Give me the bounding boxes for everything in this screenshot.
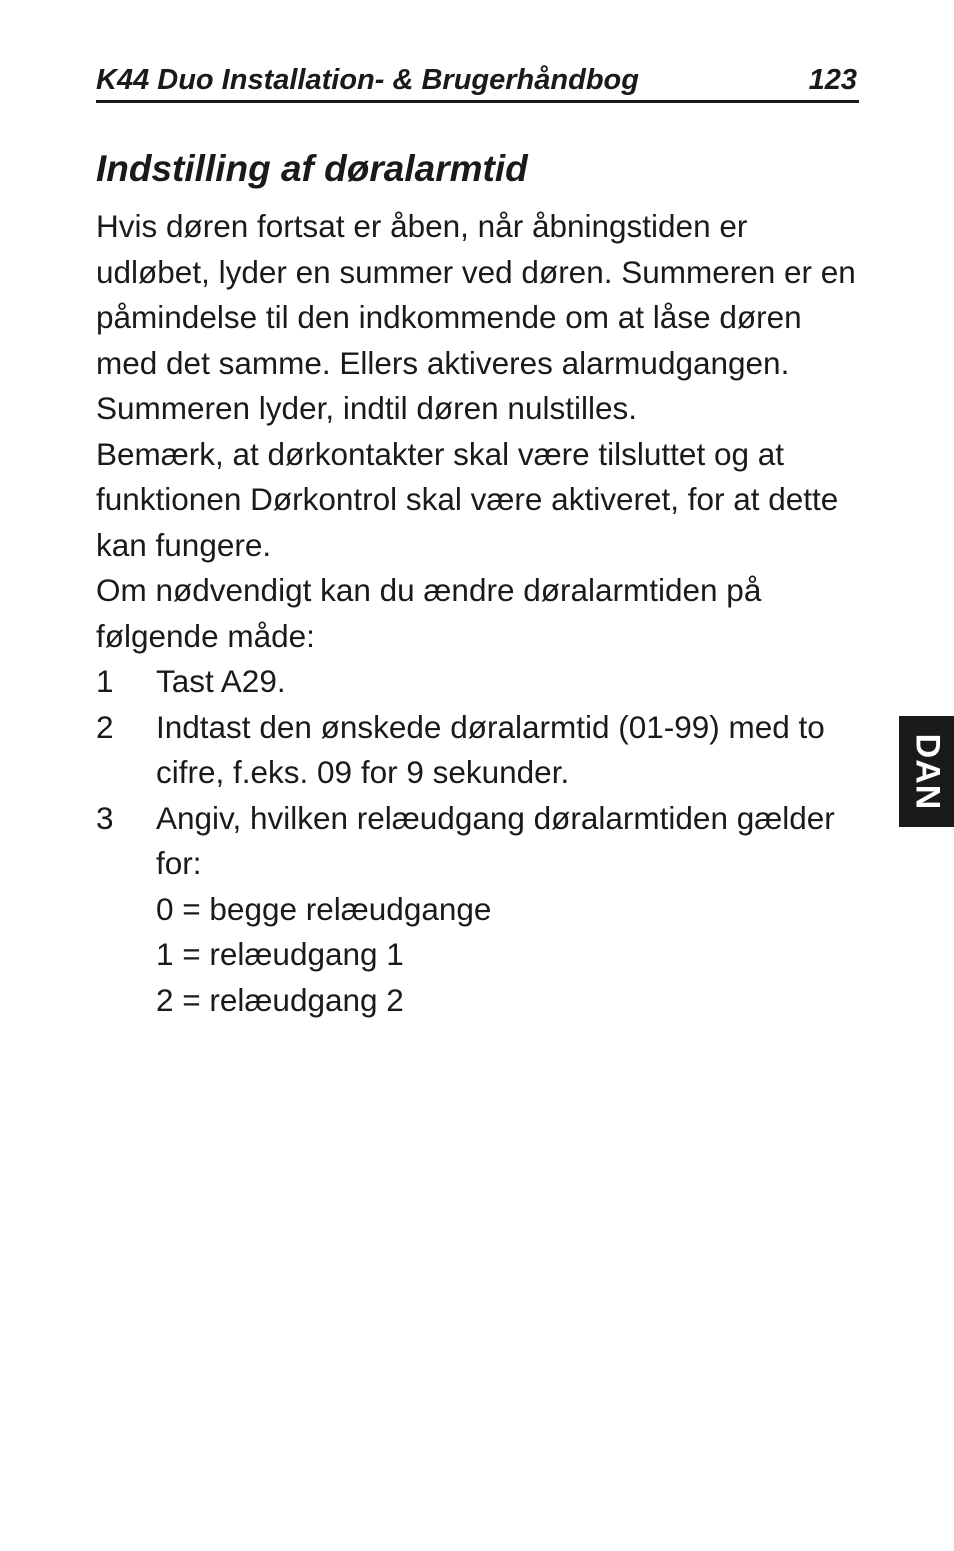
step-number: 2 [96,708,114,745]
step-text: Tast A29. [156,663,286,699]
step-item [96,796,866,1024]
relay-option: 2 = relæudgang 2 [156,981,404,1018]
paragraph: Hvis døren fortsat er åben, når åbningstiden er udløbet, lyder en summer ved døren. Summeren er en påmindelse til den indkommende om at låse døren med det samme. Ellers aktiveres alarmudgangen. Summeren lyder, indtil døren nulstilles. [96,208,856,426]
section-body [96,204,866,1023]
step-text: Indtast den ønskede døralarmtid (01-99) med to cifre, f.eks. 09 for 9 sekunder. [156,708,825,790]
section-heading: Indstilling af døralarmtid [96,148,528,189]
step-text: Angiv, hvilken relæudgang døralarmtiden gælder for: [156,799,835,881]
paragraph: Om nødvendigt kan du ændre døralarmtiden på følgende måde: [96,572,762,654]
paragraph: Bemærk, at dørkontakter skal være tilsluttet og at funktionen Dørkontrol skal være aktiveret, for at dette kan fungere. [96,435,839,563]
relay-option: 1 = relæudgang 1 [156,936,404,972]
relay-option: 0 = begge relæudgange [156,890,492,927]
page-number: 123 [808,64,857,96]
step-item [96,659,866,705]
page-header [96,58,859,103]
language-tab-label: DAN [908,733,946,810]
step-number: 3 [96,799,114,836]
step-number: 1 [96,663,114,699]
language-tab [899,716,954,827]
manual-title: K44 Duo Installation- & Brugerhåndbog [96,64,639,96]
steps-list [96,659,866,1023]
step-item [96,705,866,796]
